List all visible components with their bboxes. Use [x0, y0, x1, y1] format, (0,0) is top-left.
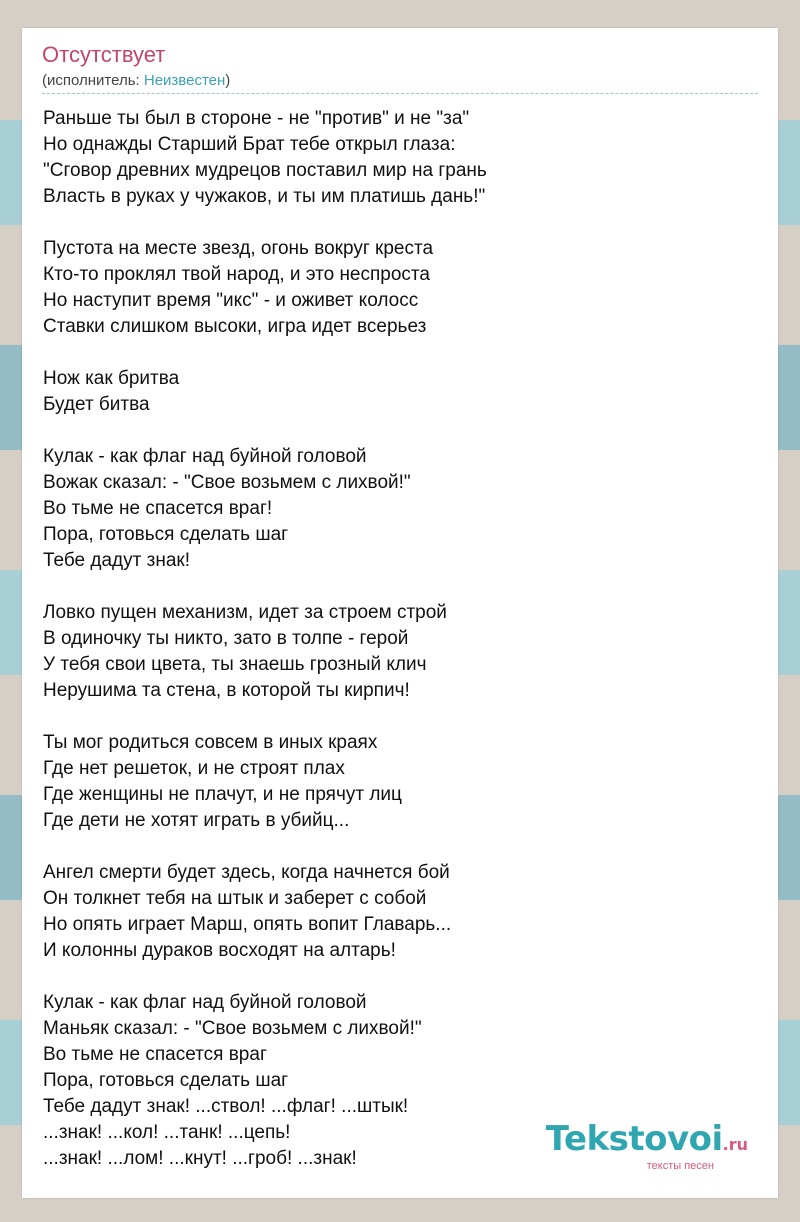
- lyrics-line: Тебе дадут знак!: [43, 550, 190, 571]
- lyrics-line: Нож как бритва: [43, 368, 180, 389]
- lyrics-line: Где женщины не плачут, и не прячут лиц: [43, 784, 402, 805]
- logo-domain: .ru: [722, 1135, 748, 1154]
- lyrics-line: Но наступит время "икс" - и оживет колосс: [43, 290, 419, 311]
- lyrics-stanza: [43, 366, 763, 418]
- lyrics-line: И колонны дураков восходят на алтарь!: [43, 940, 396, 961]
- lyrics-line: ...знак! ...лом! ...кнут! ...гроб! ...знак!: [43, 1148, 357, 1169]
- lyrics-line: Будет битва: [43, 394, 150, 415]
- lyrics-line: Тебе дадут знак! ...ствол! ...флаг! ...штык!: [43, 1096, 409, 1117]
- lyrics-stanza: [43, 600, 763, 704]
- lyrics-line: Пустота на месте звезд, огонь вокруг креста: [43, 238, 434, 259]
- lyrics-line: Во тьме не спасется враг: [43, 1044, 267, 1065]
- logo-name: Tekstovoi: [545, 1119, 723, 1159]
- artist-suffix: ): [225, 72, 231, 89]
- lyrics-line: Власть в руках у чужаков, и ты им платишь дань!": [43, 186, 486, 207]
- lyrics-line: Ты мог родиться совсем в иных краях: [43, 732, 378, 753]
- lyrics-line: Пора, готовься сделать шаг: [43, 1070, 289, 1091]
- lyrics-line: Ловко пущен механизм, идет за строем строй: [43, 602, 447, 623]
- lyrics-stanza: [43, 444, 763, 574]
- lyrics-text: [43, 106, 763, 1198]
- lyrics-line: Кто-то проклял твой народ, и это неспроста: [43, 264, 430, 285]
- lyrics-line: Вожак сказал: - "Свое возьмем с лихвой!": [43, 472, 411, 493]
- artist-link[interactable]: Неизвестен: [143, 72, 226, 89]
- site-logo[interactable]: [545, 1119, 748, 1172]
- lyrics-line: ...знак! ...кол! ...танк! ...цепь!: [43, 1122, 291, 1143]
- lyrics-stanza: [43, 730, 763, 834]
- lyrics-stanza: [43, 106, 763, 210]
- lyrics-line: Ангел смерти будет здесь, когда начнется бой: [43, 862, 450, 883]
- lyrics-line: Маньяк сказал: - "Свое возьмем с лихвой!": [43, 1018, 422, 1039]
- lyrics-line: Кулак - как флаг над буйной головой: [43, 992, 367, 1013]
- lyrics-line: Ставки слишком высоки, игра идет всерьез: [43, 316, 427, 337]
- lyrics-line: Но однажды Старший Брат тебе открыл глаза:: [43, 134, 456, 155]
- lyrics-line: Раньше ты был в стороне - не "против" и не "за": [43, 108, 470, 129]
- lyrics-stanza: [43, 860, 763, 964]
- lyrics-line: Где дети не хотят играть в убийц...: [43, 810, 350, 831]
- lyrics-line: Кулак - как флаг над буйной головой: [43, 446, 367, 467]
- lyrics-card: [22, 28, 778, 1198]
- logo-wordmark: [545, 1119, 748, 1162]
- lyrics-line: Нерушима та стена, в которой ты кирпич!: [43, 680, 410, 701]
- logo-tagline: тексты песен: [646, 1160, 714, 1172]
- artist-line: [42, 72, 230, 89]
- song-title: Отсутствует: [42, 42, 166, 67]
- lyrics-line: Пора, готовься сделать шаг: [43, 524, 289, 545]
- lyrics-stanza: [43, 236, 763, 340]
- lyrics-line: В одиночку ты никто, зато в толпе - герой: [43, 628, 409, 649]
- lyrics-line: "Сговор древних мудрецов поставил мир на грань: [43, 160, 487, 181]
- lyrics-line: Он толкнет тебя на штык и заберет с собой: [43, 888, 427, 909]
- lyrics-line: Но опять играет Марш, опять вопит Главарь...: [43, 914, 452, 935]
- lyrics-line: У тебя свои цвета, ты знаешь грозный клич: [43, 654, 427, 675]
- artist-prefix: (исполнитель:: [42, 72, 144, 89]
- lyrics-line: Во тьме не спасется враг!: [43, 498, 273, 519]
- lyrics-line: Где нет решеток, и не строят плах: [43, 758, 345, 779]
- title-divider: [42, 93, 758, 94]
